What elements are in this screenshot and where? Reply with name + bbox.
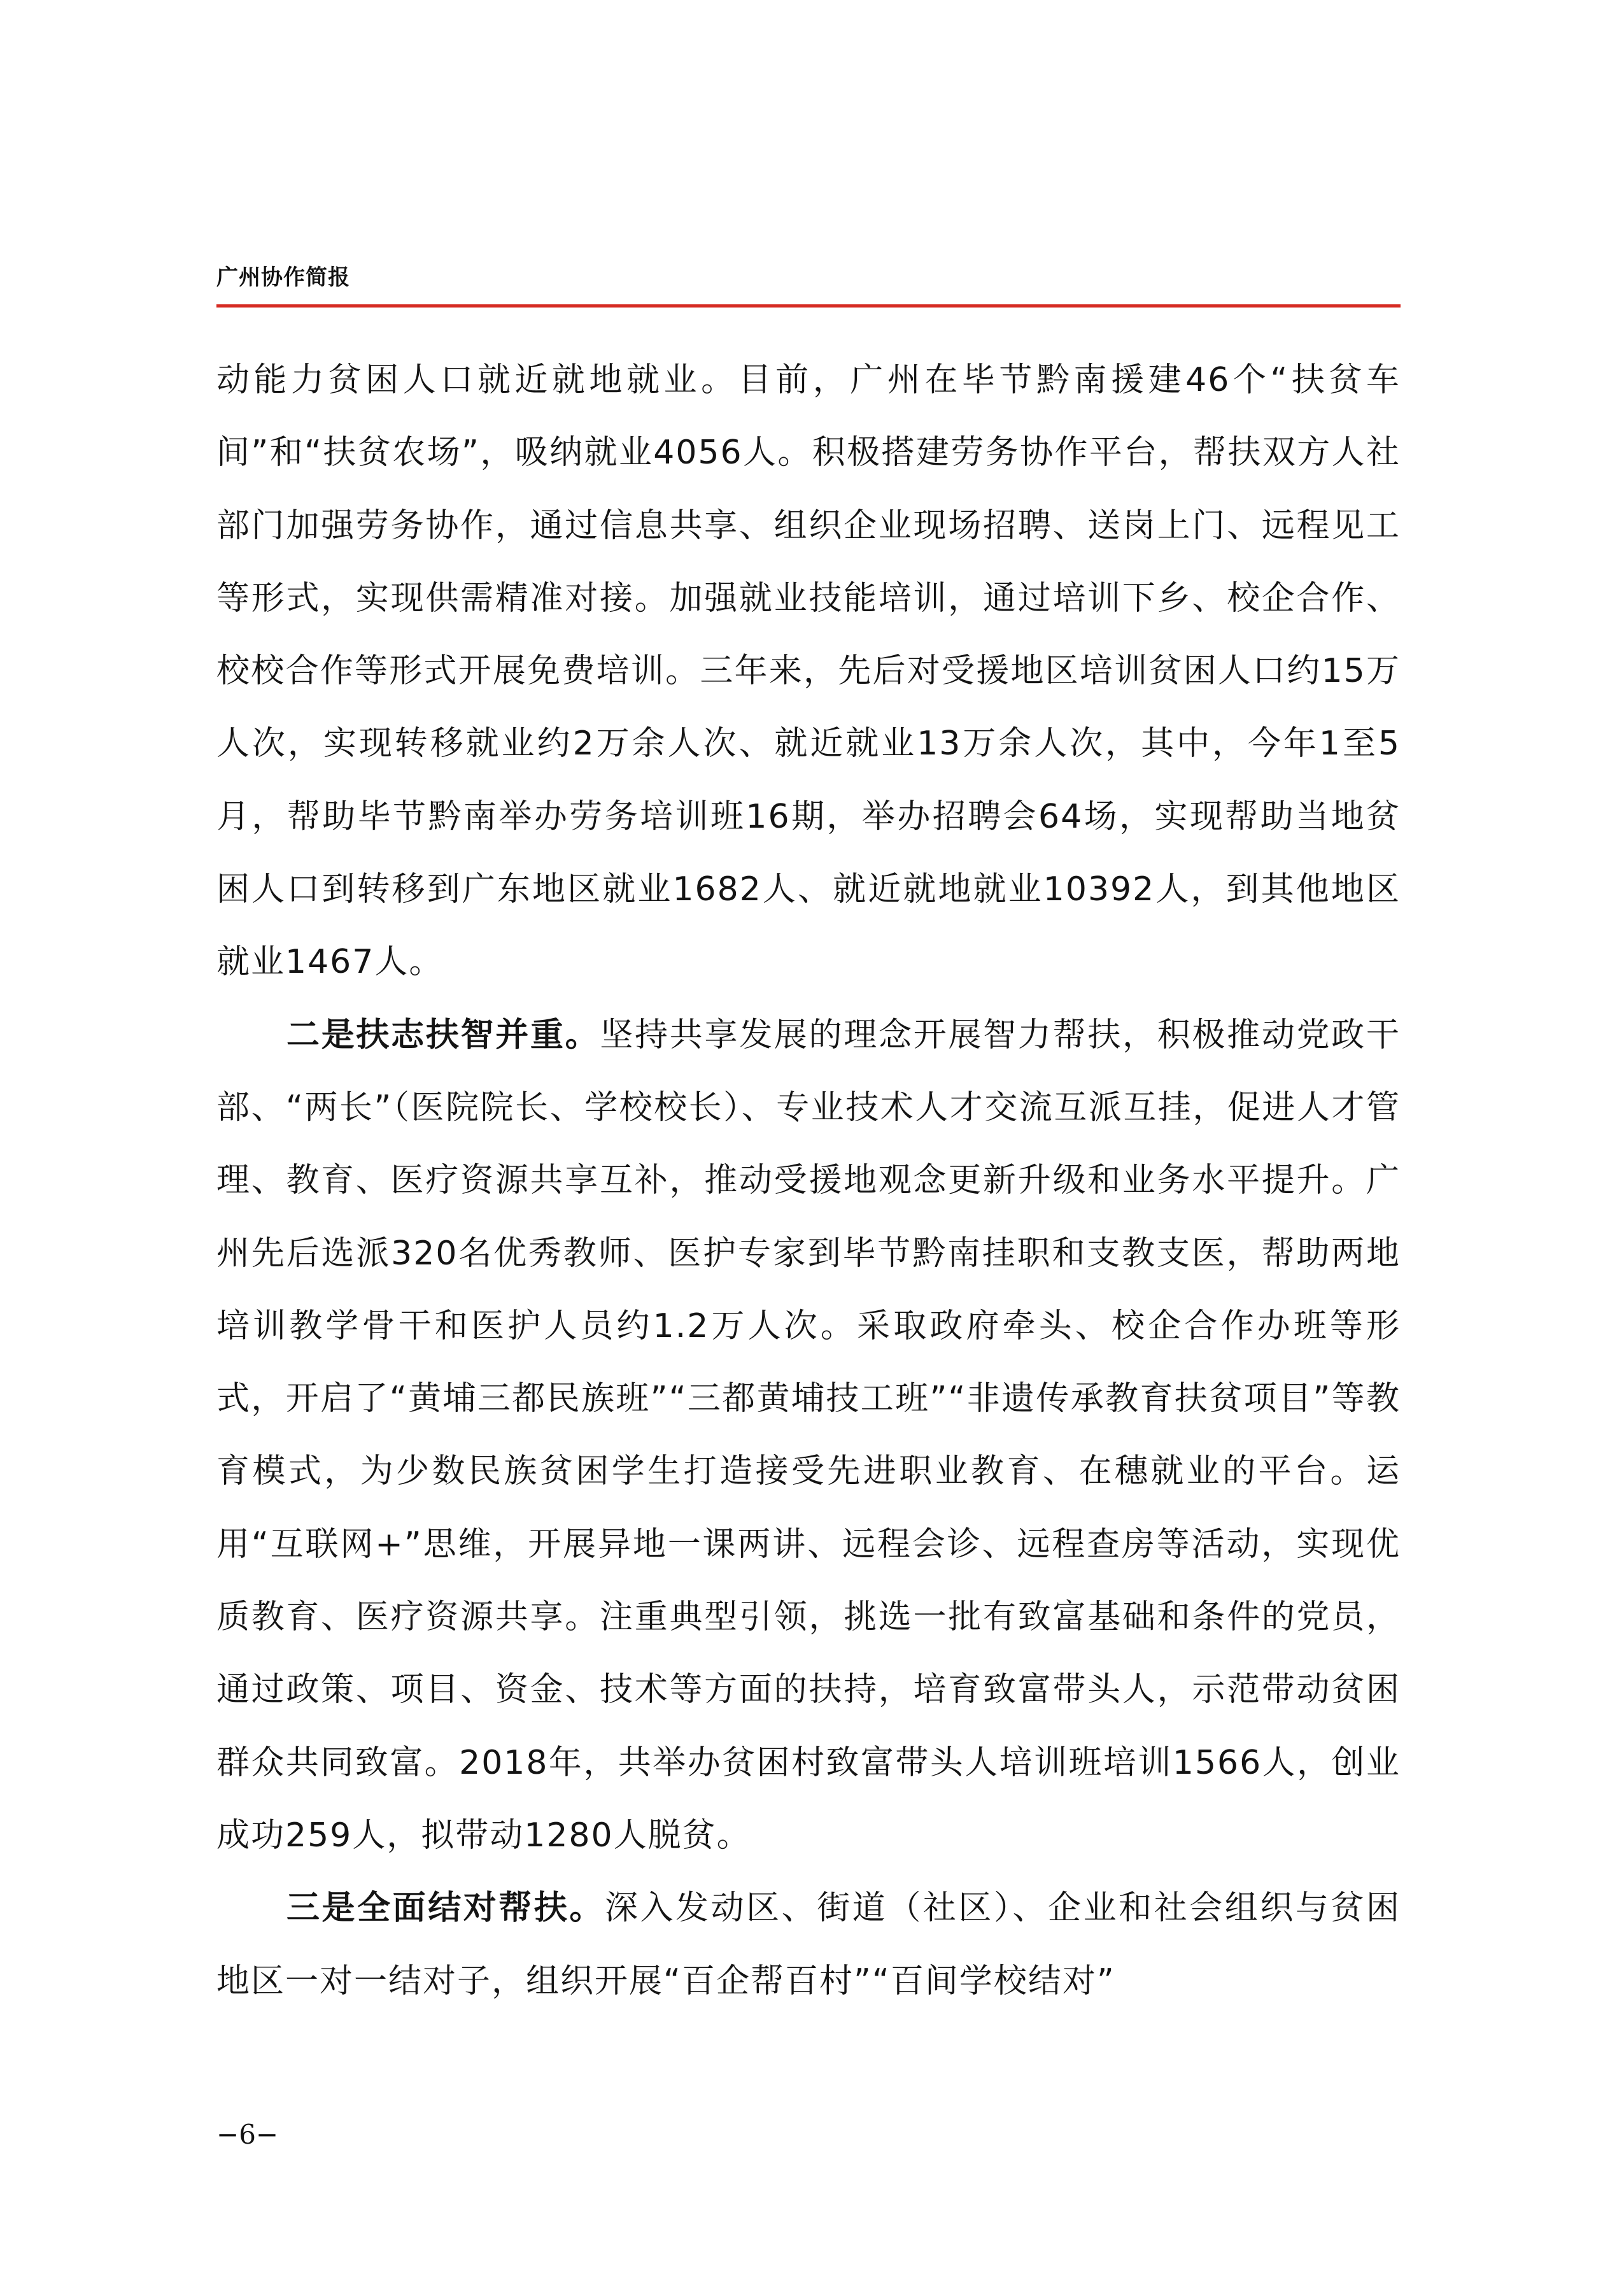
header-divider <box>216 304 1401 308</box>
document-body <box>216 344 1401 2018</box>
page-number: −6− <box>216 2119 279 2150</box>
paragraph-pairing-support <box>216 1872 1401 2018</box>
paragraph-employment <box>216 344 1401 999</box>
paragraph-lead: 二是扶志扶智并重。 <box>286 1015 600 1054</box>
paragraph-text: 动能力贫困人口就近就地就业。目前，广州在毕节黔南援建46个“扶贫车间”和“扶贫农场”，吸纳就业4056人。积极搭建劳务协作平台，帮扶双方人社部门加强劳务协作，通过信息共享、组织企业现场招聘、送岗上门、远程见工等形式，实现供需精准对接。加强就业技能培训，通过培训下乡、校企合作、校校合作等形式开展免费培训。三年来，先后对受援地区培训贫困人口约15万人次，实现转移就业约2万余人次、就近就业13万余人次，其中，今年1至5月，帮助毕节黔南举办劳务培训班16期，举办招聘会64场，实现帮助当地贫困人口到转移到广东地区就业1682人、就近就地就业10392人，到其他地区就业1467人。 <box>216 361 1401 982</box>
publication-title: 广州协作简报 <box>216 265 350 290</box>
paragraph-text: 深入发动区、街道（社区）、企业和社会组织与贫困地区一对一结对子，组织开展“百企帮百村”“百间学校结对” <box>216 1889 1401 2000</box>
paragraph-intelligence-support <box>216 999 1401 1872</box>
paragraph-text: 坚持共享发展的理念开展智力帮扶，积极推动党政干部、“两长”（医院院长、学校校长）、专业技术人才交流互派互挂，促进人才管理、教育、医疗资源共享互补，推动受援地观念更新升级和业务水平提升。广州先后选派320名优秀教师、医护专家到毕节黔南挂职和支教支医，帮助两地培训教学骨干和医护人员约1.2万人次。采取政府牵头、校企合作办班等形式，开启了“黄埔三都民族班”“三都黄埔技工班”“非遗传承教育扶贫项目”等教育模式，为少数民族贫困学生打造接受先进职业教育、在穗就业的平台。运用“互联网+”思维，开展异地一课两讲、远程会诊、远程查房等活动，实现优质教育、医疗资源共享。注重典型引领，挑选一批有致富基础和条件的党员，通过政策、项目、资金、技术等方面的扶持，培育致富带头人，示范带动贫困群众共同致富。2018年，共举办贫困村致富带头人培训班培训1566人，创业成功259人，拟带动1280人脱贫。 <box>216 1015 1401 1855</box>
paragraph-lead: 三是全面结对帮扶。 <box>286 1888 605 1928</box>
